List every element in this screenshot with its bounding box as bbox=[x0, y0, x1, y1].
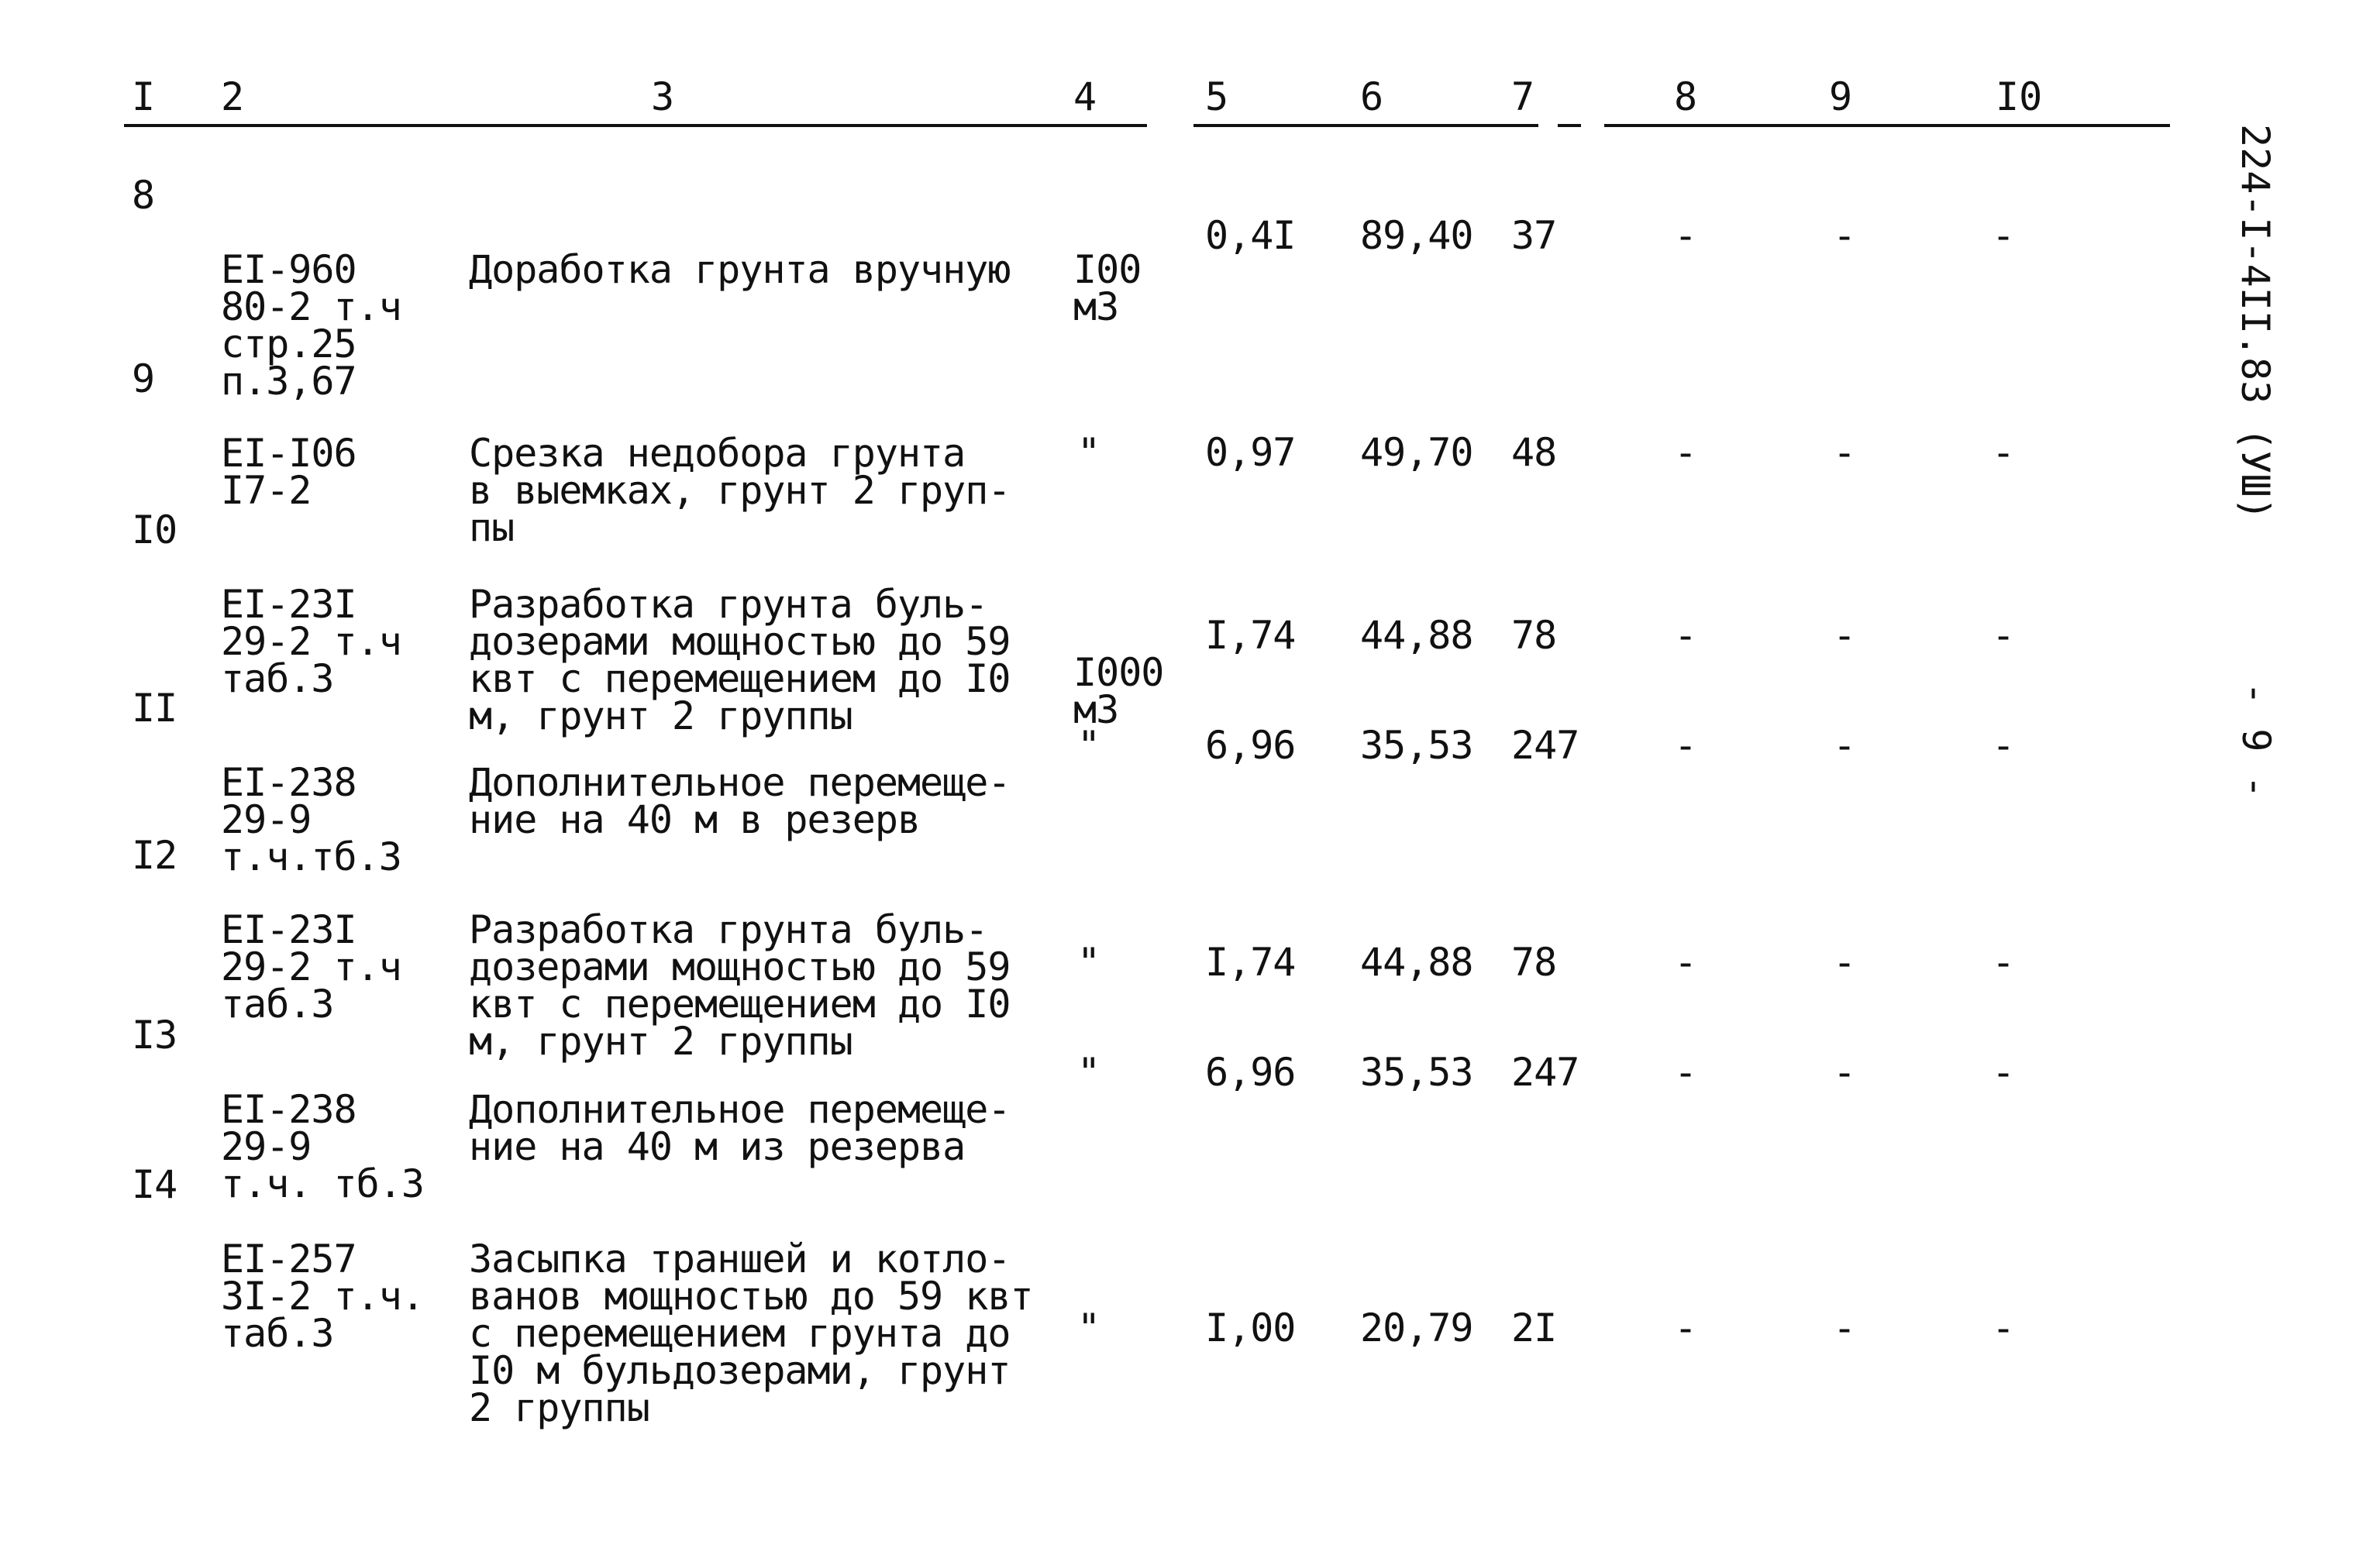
row-unit: " bbox=[1077, 1050, 1100, 1095]
row-description: Дополнительное перемеще- ние на 40 м из резерва bbox=[469, 1087, 1011, 1169]
row-total: 78 bbox=[1511, 613, 1557, 658]
header-col-8: 8 bbox=[1674, 74, 1698, 119]
row-description: Срезка недобора грунта в выемках, грунт 2 груп- пы bbox=[469, 431, 1011, 550]
header-col-5: 5 bbox=[1205, 74, 1229, 119]
row-quantity: 0,4I bbox=[1205, 213, 1296, 258]
header-col-10: I0 bbox=[1996, 74, 2043, 119]
header-col-1: I bbox=[132, 74, 156, 119]
row-col9: - bbox=[1833, 430, 1857, 475]
header-col-6: 6 bbox=[1360, 74, 1384, 119]
row-code: EI-23I 29-2 т.ч таб.3 bbox=[221, 907, 401, 1027]
header-col-7: 7 bbox=[1511, 74, 1535, 119]
header-col-3: 3 bbox=[651, 74, 675, 119]
row-price: 20,79 bbox=[1360, 1306, 1473, 1350]
header-col-4: 4 bbox=[1073, 74, 1097, 119]
row-code: EI-960 80-2 т.ч стр.25 п.3,67 bbox=[221, 247, 401, 404]
row-number: 9 bbox=[132, 356, 155, 401]
row-description: Доработка грунта вручную bbox=[469, 247, 1011, 292]
header-rule-1 bbox=[124, 124, 1147, 127]
row-col10: - bbox=[1992, 723, 2016, 768]
row-number: I3 bbox=[132, 1013, 177, 1058]
row-number: II bbox=[132, 686, 177, 731]
row-code: EI-238 29-9 т.ч. тб.3 bbox=[221, 1087, 424, 1206]
row-total: 37 bbox=[1511, 213, 1557, 258]
row-quantity: I,00 bbox=[1205, 1306, 1296, 1350]
header-rule-3 bbox=[1558, 124, 1581, 127]
row-description: Разработка грунта буль- дозерами мощностью до 59 квт с перемещением до I0 м, грунт 2 группы bbox=[469, 907, 1011, 1064]
row-code: EI-257 3I-2 т.ч. таб.3 bbox=[221, 1237, 424, 1356]
row-col9: - bbox=[1833, 723, 1857, 768]
row-unit: " bbox=[1077, 940, 1100, 985]
row-col10: - bbox=[1992, 1306, 2016, 1350]
row-col10: - bbox=[1992, 430, 2016, 475]
row-col10: - bbox=[1992, 613, 2016, 658]
header-rule-2 bbox=[1193, 124, 1538, 127]
row-col9: - bbox=[1833, 940, 1857, 985]
header-col-2: 2 bbox=[221, 74, 245, 119]
row-col8: - bbox=[1674, 430, 1698, 475]
row-total: 78 bbox=[1511, 940, 1557, 985]
row-col8: - bbox=[1674, 213, 1698, 258]
row-total: 247 bbox=[1511, 1050, 1579, 1095]
row-number: I2 bbox=[132, 833, 177, 878]
row-price: 89,40 bbox=[1360, 213, 1473, 258]
row-description: Засыпка траншей и котло- ванов мощностью до 59 квт с перемещением грунта до I0 м бульдозерами, грунт 2 группы bbox=[469, 1237, 1033, 1430]
row-price: 49,70 bbox=[1360, 430, 1473, 475]
row-code: EI-23I 29-2 т.ч таб.3 bbox=[221, 582, 401, 701]
row-unit: " bbox=[1077, 723, 1100, 768]
row-col10: - bbox=[1992, 213, 2016, 258]
row-number: I4 bbox=[132, 1162, 177, 1207]
row-col10: - bbox=[1992, 1050, 2016, 1095]
document-code: 224-I-4II.83 (УШ) bbox=[2233, 124, 2278, 521]
row-col8: - bbox=[1674, 613, 1698, 658]
row-col8: - bbox=[1674, 723, 1698, 768]
header-rule-4 bbox=[1604, 124, 2007, 127]
row-quantity: I,74 bbox=[1205, 613, 1296, 658]
row-total: 247 bbox=[1511, 723, 1579, 768]
row-col8: - bbox=[1674, 940, 1698, 985]
row-code: EI-I06 I7-2 bbox=[221, 431, 356, 513]
row-quantity: 6,96 bbox=[1205, 723, 1296, 768]
row-quantity: I,74 bbox=[1205, 940, 1296, 985]
row-col9: - bbox=[1833, 613, 1857, 658]
row-price: 35,53 bbox=[1360, 723, 1473, 768]
row-price: 35,53 bbox=[1360, 1050, 1473, 1095]
row-unit: " bbox=[1077, 430, 1100, 475]
row-number: I0 bbox=[132, 507, 177, 552]
row-price: 44,88 bbox=[1360, 613, 1473, 658]
row-quantity: 6,96 bbox=[1205, 1050, 1296, 1095]
row-number: 8 bbox=[132, 173, 155, 218]
row-col9: - bbox=[1833, 1050, 1857, 1095]
row-unit: " bbox=[1077, 1306, 1100, 1350]
header-rule-5 bbox=[2007, 124, 2170, 127]
row-code: EI-238 29-9 т.ч.тб.3 bbox=[221, 760, 401, 879]
row-col9: - bbox=[1833, 213, 1857, 258]
row-total: 48 bbox=[1511, 430, 1557, 475]
header-col-9: 9 bbox=[1829, 74, 1853, 119]
row-col8: - bbox=[1674, 1050, 1698, 1095]
page-number: - 9 - bbox=[2234, 682, 2278, 799]
row-description: Дополнительное перемеще- ние на 40 м в резерв bbox=[469, 760, 1011, 842]
row-col9: - bbox=[1833, 1306, 1857, 1350]
row-quantity: 0,97 bbox=[1205, 430, 1296, 475]
row-price: 44,88 bbox=[1360, 940, 1473, 985]
row-description: Разработка грунта буль- дозерами мощностью до 59 квт с перемещением до I0 м, грунт 2 группы bbox=[469, 582, 1011, 738]
row-col10: - bbox=[1992, 940, 2016, 985]
row-col8: - bbox=[1674, 1306, 1698, 1350]
row-total: 2I bbox=[1511, 1306, 1557, 1350]
row-unit: I000 м3 bbox=[1073, 650, 1164, 732]
row-unit: I00 м3 bbox=[1073, 247, 1142, 329]
